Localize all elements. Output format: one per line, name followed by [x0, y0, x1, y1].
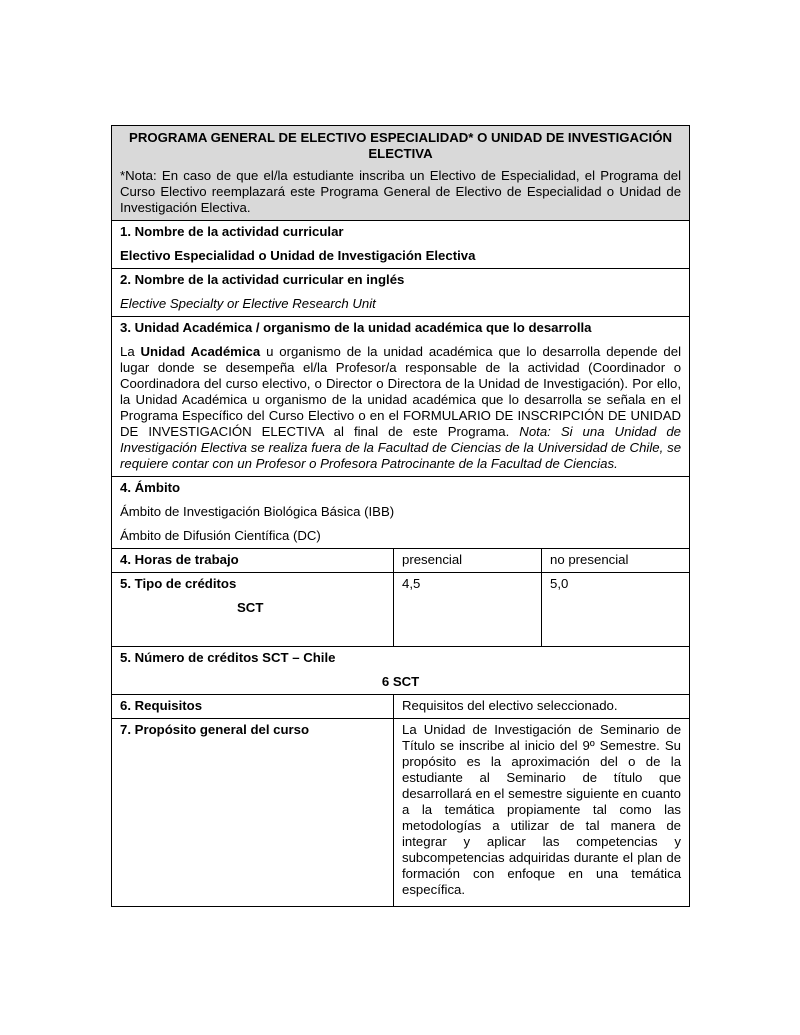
credits-type-label-cell	[112, 573, 394, 647]
credits-num-label: 5. Número de créditos SCT – Chile	[120, 650, 336, 665]
section-3-label: 3. Unidad Académica / organismo de la unidad académica que lo desarrolla	[120, 320, 592, 335]
section-3-row	[112, 317, 690, 477]
section-1-row	[112, 221, 690, 269]
section-3-text-post: u organismo de la unidad académica que lo desarrolla depende del lugar donde se desempeña el/la Profesor/a responsable de la actividad (Coordinador o Coordinadora del curso electivo, o Director o Directora de la Unidad de Investigación). Por ello, la Unidad Académica u organismo de la unidad académica que lo desarrolla se señala en el Programa Específico del Curso Electivo o en el FORMULARIO DE INSCRIPCIÓN DE UNIDAD DE INVESTIGACIÓN ELECTIVA al final de este Programa.	[120, 344, 682, 439]
section-6-value: Requisitos del electivo seleccionado.	[394, 695, 690, 719]
header-row	[112, 126, 690, 221]
section-6-row	[112, 695, 690, 719]
section-4-cell	[112, 477, 690, 549]
credits-num-value: 6 SCT	[381, 674, 420, 689]
section-2-value: Elective Specialty or Elective Research Unit	[120, 296, 376, 311]
section-3-note: Nota: Si una Unidad de Investigación Electiva se realiza fuera de la Facultad de Ciencias de la Universidad de Chile, se requiere contar con un Profesor o Profesora Patrocinante de la Facultad de Ciencias.	[120, 424, 682, 471]
document-title: PROGRAMA GENERAL DE ELECTIVO ESPECIALIDAD* O UNIDAD DE INVESTIGACIÓN ELECTIVA	[129, 130, 672, 161]
section-4-item-2: Ámbito de Difusión Científica (DC)	[120, 528, 321, 543]
program-table	[111, 125, 690, 907]
section-4-item-1: Ámbito de Investigación Biológica Básica (IBB)	[120, 504, 395, 519]
section-7-label: 7. Propósito general del curso	[112, 719, 394, 907]
credits-type-label: 5. Tipo de créditos	[120, 576, 237, 591]
section-2-label: 2. Nombre de la actividad curricular en inglés	[120, 272, 405, 287]
credits-type-val-1: 4,5	[394, 573, 542, 647]
hours-row	[112, 549, 690, 573]
section-2-cell	[112, 269, 690, 317]
section-3-text-bold: Unidad Académica	[140, 344, 261, 359]
header-note: *Nota: En caso de que el/la estudiante inscriba un Electivo de Especialidad, el Programa del Curso Electivo reemplazará este Programa General de Electivo de Especialidad o Unidad de Investigación Electiva.	[120, 168, 682, 215]
credits-type-row	[112, 573, 690, 647]
hours-label: 4. Horas de trabajo	[112, 549, 394, 573]
credits-num-cell	[112, 647, 690, 695]
section-1-cell	[112, 221, 690, 269]
hours-col-no-presencial: no presencial	[542, 549, 690, 573]
credits-num-row	[112, 647, 690, 695]
section-3-cell	[112, 317, 690, 477]
credits-type-val-2: 5,0	[542, 573, 690, 647]
section-1-label: 1. Nombre de la actividad curricular	[120, 224, 344, 239]
hours-col-presencial: presencial	[394, 549, 542, 573]
section-1-value: Electivo Especialidad o Unidad de Investigación Electiva	[120, 248, 476, 263]
section-3-body	[120, 344, 681, 472]
section-4-row	[112, 477, 690, 549]
section-4-label: 4. Ámbito	[120, 480, 181, 495]
section-7-row	[112, 719, 690, 907]
header-cell	[112, 126, 690, 221]
section-7-value: La Unidad de Investigación de Seminario de Título se inscribe al inicio del 9º Semestre. Su propósito es la aproximación del o de la estudiante al Seminario de título que desarrollará en el semestre siguiente en cuanto a la temática propiamente tal como las metodologías a utilizar de tal manera de integrar y aplicar las competencias y subcompetencias adquiridas durante el plan de formación con enfoque en una temática específica.	[394, 719, 690, 907]
section-6-label: 6. Requisitos	[112, 695, 394, 719]
credits-type-sub: SCT	[237, 600, 264, 615]
section-3-text-pre: La	[120, 344, 141, 359]
section-2-row	[112, 269, 690, 317]
